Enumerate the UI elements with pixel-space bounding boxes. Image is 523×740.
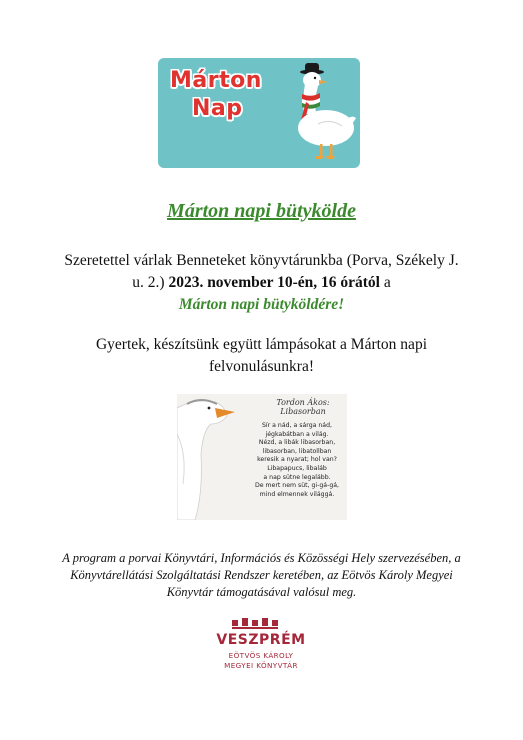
call-to-action: Gyertek, készítsünk együtt lámpásokat a Márton napi felvonulásunkra!	[95, 336, 427, 375]
banner-title-line2: Nap	[192, 96, 243, 121]
logo-subtitle-2: MEGYEI KÖNYVTÁR	[224, 661, 298, 670]
poem-line: libasorban, libatollban	[262, 447, 332, 455]
poem-line: mind elmennek világgá.	[259, 490, 335, 498]
poem-heading	[259, 398, 347, 416]
event-date: 2023. november 10-én, 16 órától	[168, 274, 380, 291]
invitation-paragraph	[60, 250, 463, 316]
poem-card	[177, 394, 347, 520]
marton-nap-banner	[158, 58, 360, 168]
poem-line: keresik a nyarat; hol van?	[257, 456, 337, 464]
logo-subtitle-1: EÖTVÖS KÁROLY	[228, 651, 294, 660]
poem-line: Sír a nád, a sárga nád,	[262, 422, 332, 429]
event-name: Márton napi bütyköldére!	[178, 296, 345, 313]
logo-name: VESZPRÉM	[216, 632, 306, 648]
poem-text	[247, 422, 347, 499]
poem-title: Libasorban	[280, 407, 326, 416]
poem-line: a nap sütne legalább.	[263, 473, 331, 481]
library-logo	[206, 618, 316, 678]
event-title: Márton napi bütykölde	[167, 200, 356, 222]
castle-crest-icon	[226, 618, 296, 632]
poem-line: jégkabátban a világ.	[265, 430, 329, 438]
invitation-text: Szeretettel várlak Benneteket könyvtárunkba (Porva, Székely J. u. 2.)	[64, 252, 459, 291]
poem-line: Libapapucs, libaláb	[267, 464, 327, 472]
poem-line: Nézd, a libák libasorban,	[258, 439, 336, 447]
poem-author: Tordon Ákos:	[276, 398, 330, 407]
banner-title-line1: Márton	[170, 68, 262, 93]
sponsor-footnote: A program a porvai Könyvtári, Információs és Közösségi Hely szervezésében, a Könyvtárellátási Szolgáltatási Rendszer keretében, az Eötvös Károly Megyei Könyvtár támogatásával valósul meg.	[62, 551, 461, 599]
poem-line: De mert nem süt, gi-gá-gá,	[254, 482, 340, 490]
goose-illustration	[268, 62, 358, 166]
invitation-connector: a	[379, 274, 391, 291]
